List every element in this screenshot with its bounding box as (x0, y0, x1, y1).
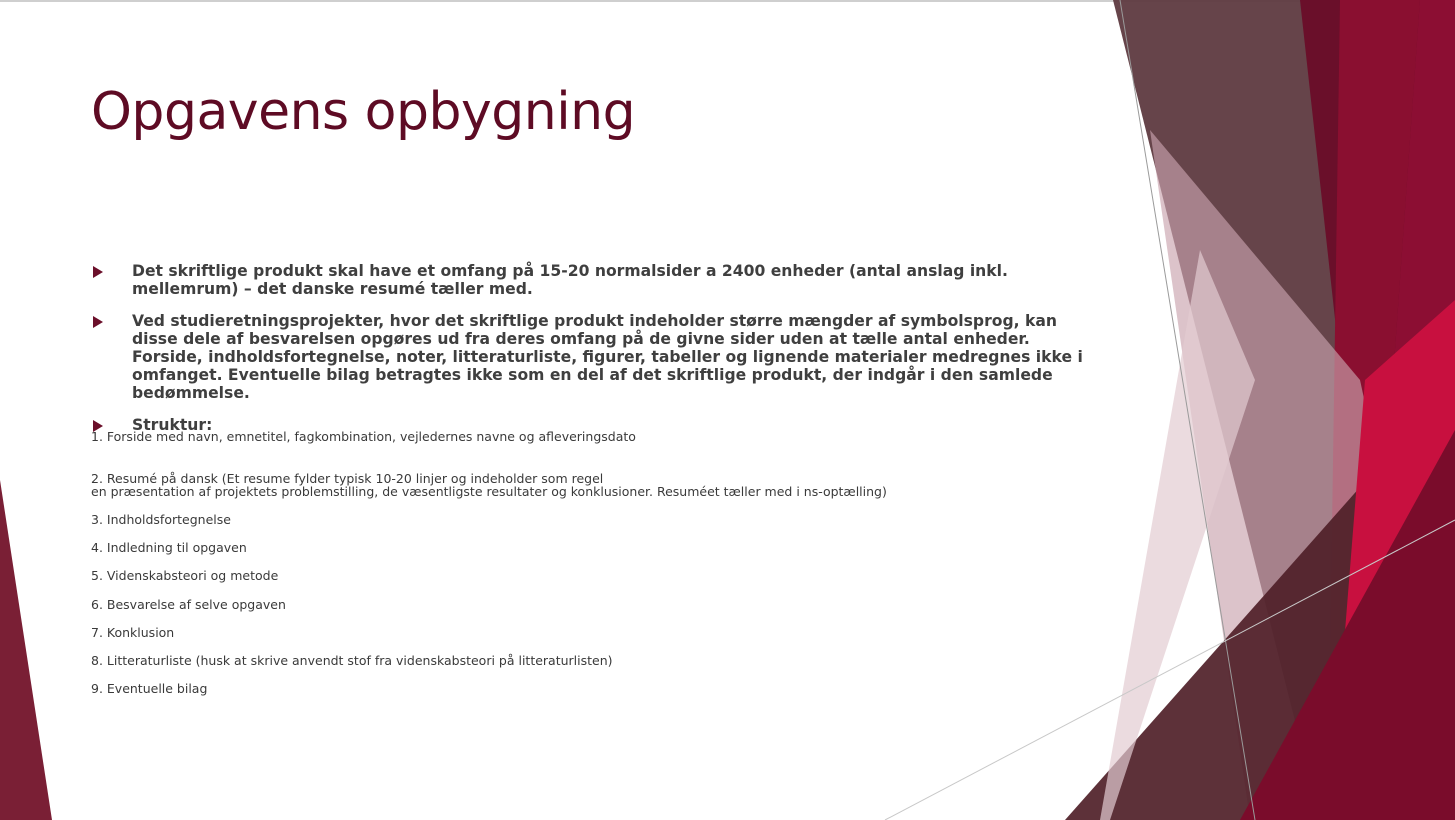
structure-item: en præsentation af projektets problemstilling, de væsentligste resultater og konklusioner. Resuméet tæller med i ns-optælling) (91, 484, 887, 499)
structure-item: 5. Videnskabsteori og metode (91, 568, 279, 583)
bullet-text: Ved studieretningsprojekter, hvor det skriftlige produkt indeholder større mængder af symbolsprog, kan disse dele af besvarelsen opgøres ud fra deres omfang på de givne sider uden at tælle antal enheder. Forside, indholdsfortegnelse, noter, litteraturliste, figurer, tabeller og lignende materialer medregnes ikke i omfanget. Eventuelle bilag betragtes ikke som en del af det skriftlige produkt, der indgår i den samlede bedømmelse. (132, 312, 1083, 402)
bullet-arrow-icon (93, 266, 103, 278)
deco-left-wine (0, 480, 52, 820)
bullet-item (91, 262, 1101, 298)
structure-item: 8. Litteraturliste (husk at skrive anvendt stof fra videnskabsteori på litteraturlisten) (91, 653, 613, 668)
structure-item: 4. Indledning til opgaven (91, 540, 247, 555)
structure-item: 1. Forside med navn, emnetitel, fagkombination, vejledernes navne og afleveringsdato (91, 429, 636, 444)
bullet-text: Struktur: (132, 416, 213, 434)
bullet-list (91, 262, 1101, 448)
structure-item: 3. Indholdsfortegnelse (91, 512, 231, 527)
slide-title: Opgavens opbygning (91, 82, 636, 142)
structure-item: 9. Eventuelle bilag (91, 681, 208, 696)
bullet-arrow-icon (93, 316, 103, 328)
structure-item: 6. Besvarelse af selve opgaven (91, 597, 286, 612)
structure-item: 2. Resumé på dansk (Et resume fylder typisk 10-20 linjer og indeholder som regel (91, 471, 604, 486)
structure-item: 7. Konklusion (91, 625, 175, 640)
bullet-text: Det skriftlige produkt skal have et omfang på 15-20 normalsider a 2400 enheder (antal anslag inkl. mellemrum) – det danske resumé tæller med. (132, 262, 1008, 298)
bullet-item (91, 312, 1101, 402)
